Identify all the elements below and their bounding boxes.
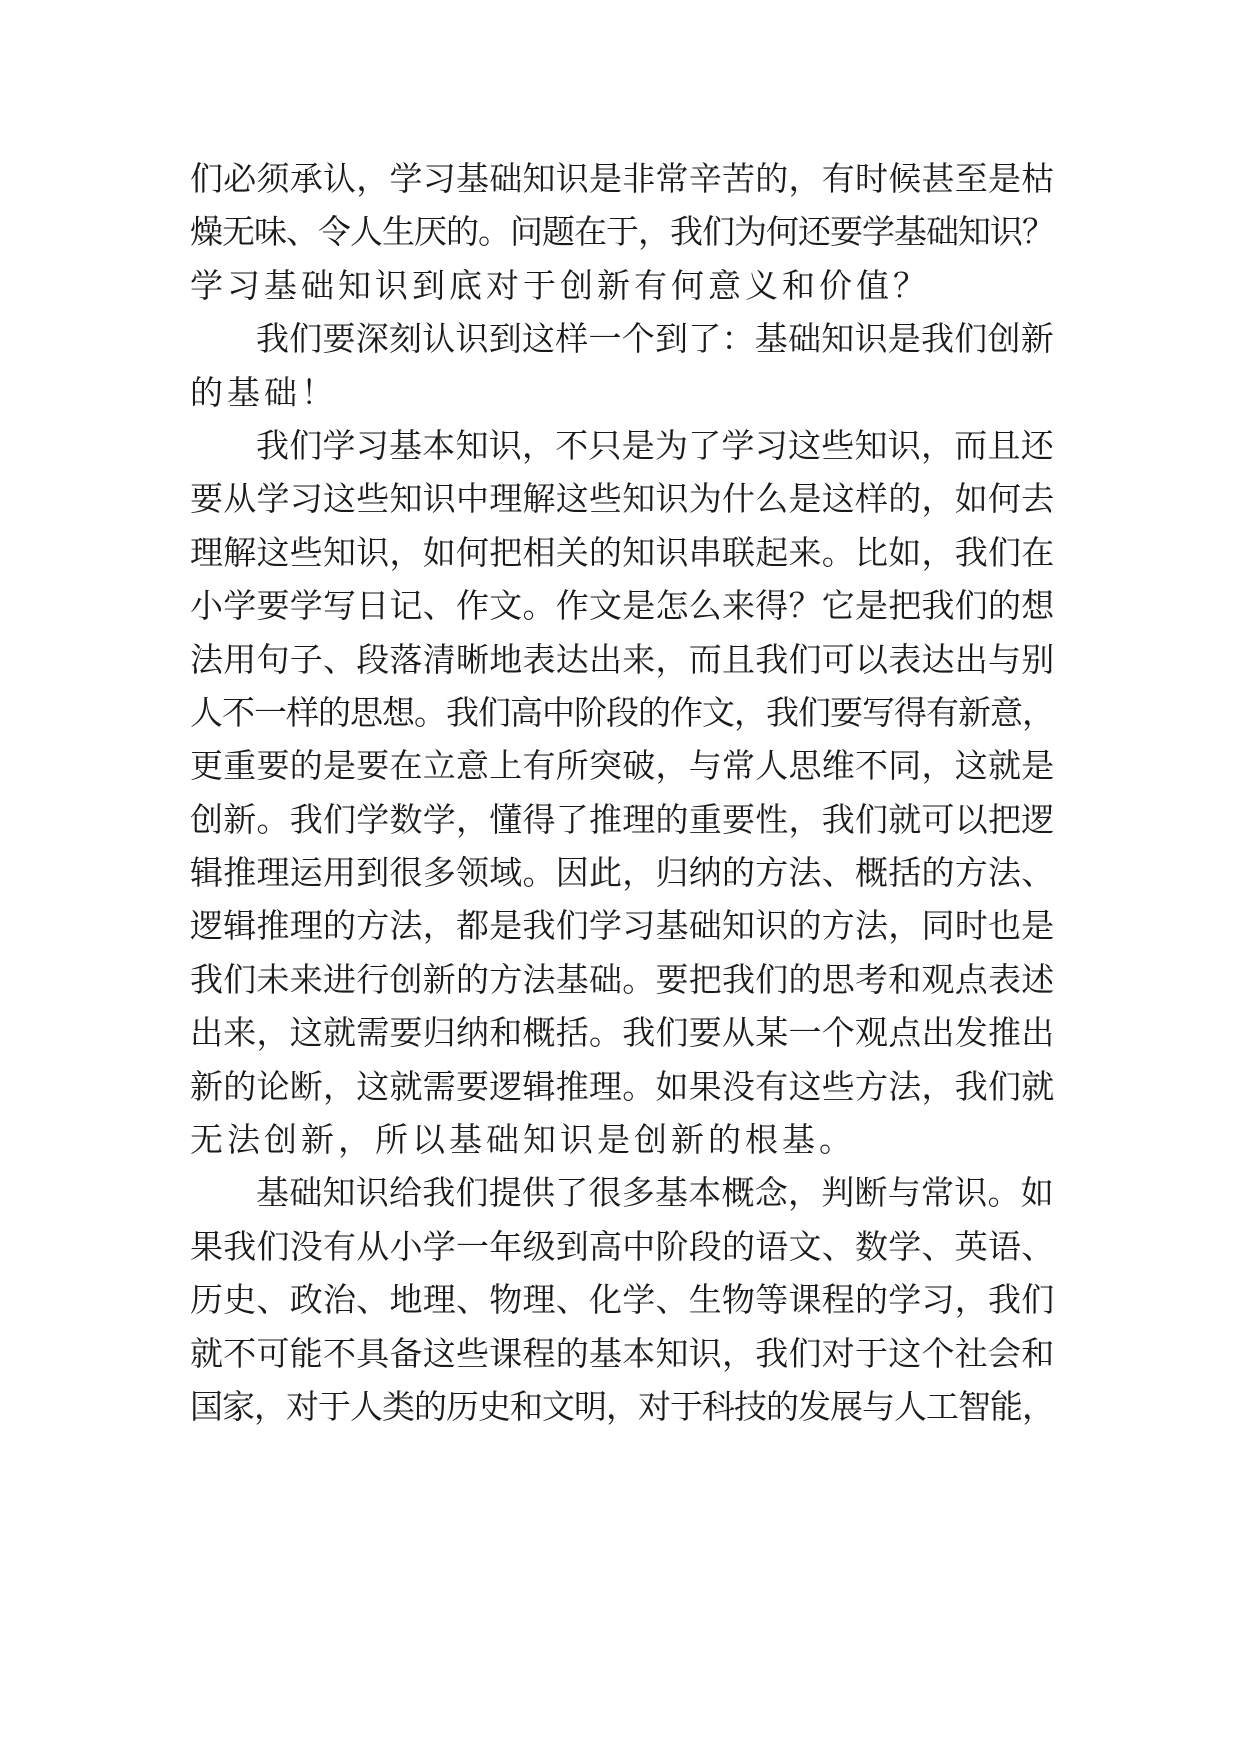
text-line: 人不一样的思想。我们高中阶段的作文，我们要写得有新意，	[190, 692, 1054, 732]
body-text	[190, 152, 1058, 1433]
text-line: 我们未来进行创新的方法基础。要把我们的思考和观点表述	[190, 959, 1055, 999]
text-line: 学习基础知识到底对于创新有何意义和价值？	[190, 265, 930, 305]
text-line: 历史、政治、地理、物理、化学、生物等课程的学习，我们	[190, 1280, 1055, 1320]
text-line: 理解这些知识，如何把相关的知识串联起来。比如，我们在	[190, 532, 1055, 572]
text-line: 创新。我们学数学，懂得了推理的重要性，我们就可以把逻	[190, 799, 1055, 839]
text-line: 出来，这就需要归纳和概括。我们要从某一个观点出发推出	[190, 1013, 1055, 1053]
text-line: 们必须承认，学习基础知识是非常辛苦的，有时候甚至是枯	[190, 159, 1055, 198]
text-line: 就不可能不具备这些课程的基本知识，我们对于这个社会和	[190, 1333, 1055, 1373]
text-line: 我们要深刻认识到这样一个到了：基础知识是我们创新	[256, 319, 1054, 359]
text-line: 辑推理运用到很多领域。因此，归纳的方法、概括的方法、	[190, 853, 1055, 893]
text-line: 小学要学写日记、作文。作文是怎么来得？它是把我们的想	[190, 586, 1055, 626]
text-line: 新的论断，这就需要逻辑推理。如果没有这些方法，我们就	[190, 1066, 1055, 1106]
text-line: 国家，对于人类的历史和文明，对于科技的发展与人工智能，	[190, 1386, 1054, 1426]
text-line: 要从学习这些知识中理解这些知识为什么是这样的，如何去	[190, 479, 1055, 519]
text-line: 逻辑推理的方法，都是我们学习基础知识的方法，同时也是	[190, 906, 1055, 946]
text-line: 法用句子、段落清晰地表达出来，而且我们可以表达出与别	[190, 639, 1055, 679]
text-line: 燥无味、令人生厌的。问题在于，我们为何还要学基础知识？	[190, 212, 1054, 252]
text-line: 我们学习基本知识，不只是为了学习这些知识，而且还	[256, 425, 1054, 465]
text-line: 更重要的是要在立意上有所突破，与常人思维不同，这就是	[190, 746, 1055, 786]
text-line: 无法创新，所以基础知识是创新的根基。	[190, 1120, 856, 1160]
text-line: 果我们没有从小学一年级到高中阶段的语文、数学、英语、	[190, 1226, 1055, 1266]
text-line: 基础知识给我们提供了很多基本概念，判断与常识。如	[256, 1173, 1054, 1213]
text-line: 的基础！	[190, 372, 338, 412]
